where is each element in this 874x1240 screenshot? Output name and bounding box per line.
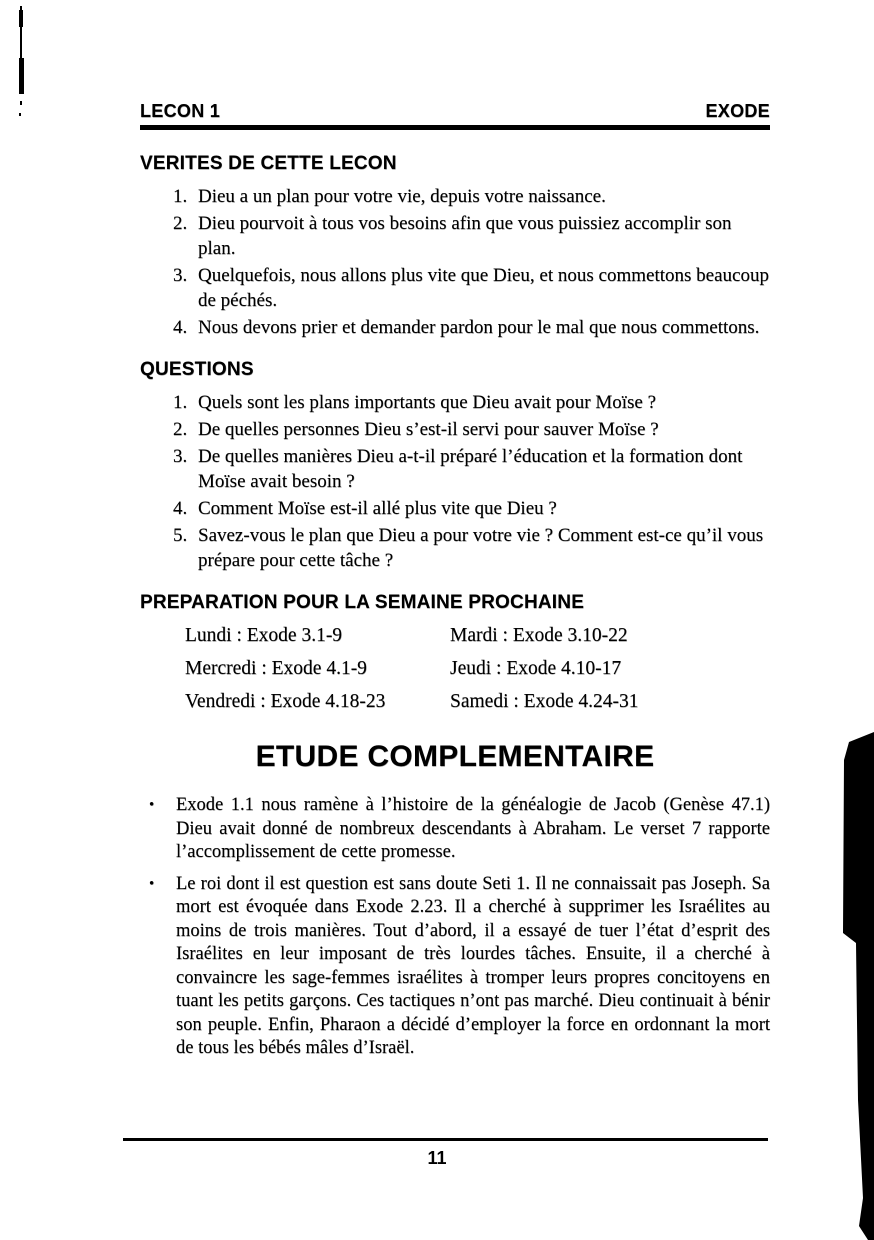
etude-bullet-list — [140, 794, 770, 1061]
schedule-row — [185, 656, 770, 681]
questions-section-title: QUESTIONS — [140, 359, 254, 380]
scan-artifact-left-line-bottom — [19, 58, 24, 94]
item-number: 3. — [173, 265, 188, 286]
list-item — [140, 263, 770, 313]
page-number: 11 — [427, 1148, 447, 1168]
etude-section-title: ETUDE COMPLEMENTAIRE — [255, 740, 655, 773]
list-item — [140, 873, 770, 1061]
item-text: Exode 1.1 nous ramène à l’histoire de la généalogie de Jacob (Genèse 47.1) Dieu avait donné de nombreux descendants à Abraham. Le verset 7 rapporte l’accomplissement de cette promesse. — [176, 795, 770, 863]
list-item — [140, 184, 770, 209]
book-label: EXODE — [705, 101, 770, 121]
item-number: 1. — [173, 186, 188, 207]
schedule-entry: Mercredi : Exode 4.1-9 — [185, 658, 367, 679]
item-number: 2. — [173, 213, 188, 234]
list-item — [140, 523, 770, 573]
item-number: 4. — [173, 498, 188, 519]
scan-artifact-dot — [20, 101, 22, 105]
schedule-entry: Vendredi : Exode 4.18-23 — [185, 691, 386, 712]
list-item — [140, 794, 770, 865]
lesson-label: LECON 1 — [140, 101, 221, 121]
schedule-entry: Lundi : Exode 3.1-9 — [185, 625, 343, 646]
list-item — [140, 315, 770, 340]
schedule-entry: Samedi : Exode 4.24-31 — [450, 691, 639, 712]
list-item — [140, 417, 770, 442]
page-content — [140, 100, 770, 1069]
list-item — [140, 390, 770, 415]
item-text: Nous devons prier et demander pardon pour le mal que nous commettons. — [198, 317, 760, 338]
list-item — [140, 496, 770, 521]
scan-artifact-dot — [19, 113, 21, 116]
scan-artifact-left-line-top — [19, 10, 23, 27]
item-number: 2. — [173, 419, 188, 440]
item-number: 5. — [173, 525, 188, 546]
schedule-entry: Mardi : Exode 3.10-22 — [450, 625, 628, 646]
item-text: Quels sont les plans importants que Dieu avait pour Moïse ? — [198, 392, 657, 413]
verites-section-title: VERITES DE CETTE LECON — [140, 153, 397, 174]
questions-list — [140, 390, 770, 573]
list-item — [140, 444, 770, 494]
item-text: De quelles manières Dieu a-t-il préparé l’éducation et la formation dont Moïse avait besoin ? — [198, 446, 743, 492]
bullet-icon: • — [149, 797, 155, 814]
footer-rule — [123, 1138, 768, 1141]
schedule-row — [185, 689, 770, 714]
item-text: Dieu a un plan pour votre vie, depuis votre naissance. — [198, 186, 606, 207]
schedule-entry: Jeudi : Exode 4.10-17 — [450, 658, 622, 679]
item-text: Dieu pourvoit à tous vos besoins afin que vous puissiez accomplir son plan. — [198, 213, 732, 259]
schedule-row — [185, 623, 770, 648]
item-text: Le roi dont il est question est sans doute Seti 1. Il ne connaissait pas Joseph. Sa mort est évoquée dans Exode 2.23. Il a cherché à supprimer les Israélites au moins de trois manières. Tout d’abord, il a essayé de tuer l’état d’esprit des Israélites en leur imposant de très lourdes tâches. Ensuite, il a cherché à convaincre les sage-femmes israélites à tromper leurs propres concitoyens en tuant les petits garçons. Ces tactiques n’ont pas marché. Dieu continuait à bénir son peuple. Enfin, Pharaon a décidé d’employer la force en ordonnant la mort de tous les bébés mâles d’Israël. — [176, 873, 770, 1059]
item-text: Quelquefois, nous allons plus vite que Dieu, et nous commettons beaucoup de péchés. — [198, 265, 769, 311]
preparation-section-title: PREPARATION POUR LA SEMAINE PROCHAINE — [140, 592, 585, 613]
item-text: Savez-vous le plan que Dieu a pour votre vie ? Comment est-ce qu’il vous prépare pour cette tâche ? — [198, 525, 764, 571]
verites-list — [140, 184, 770, 340]
item-number: 4. — [173, 317, 188, 338]
list-item — [140, 211, 770, 261]
bullet-icon: • — [149, 875, 155, 892]
header-rule — [140, 125, 770, 130]
item-number: 1. — [173, 392, 188, 413]
item-text: De quelles personnes Dieu s’est-il servi pour sauver Moïse ? — [198, 419, 659, 440]
running-header — [140, 100, 770, 122]
item-number: 3. — [173, 446, 188, 467]
reading-schedule — [140, 623, 770, 714]
item-text: Comment Moïse est-il allé plus vite que Dieu ? — [198, 498, 557, 519]
